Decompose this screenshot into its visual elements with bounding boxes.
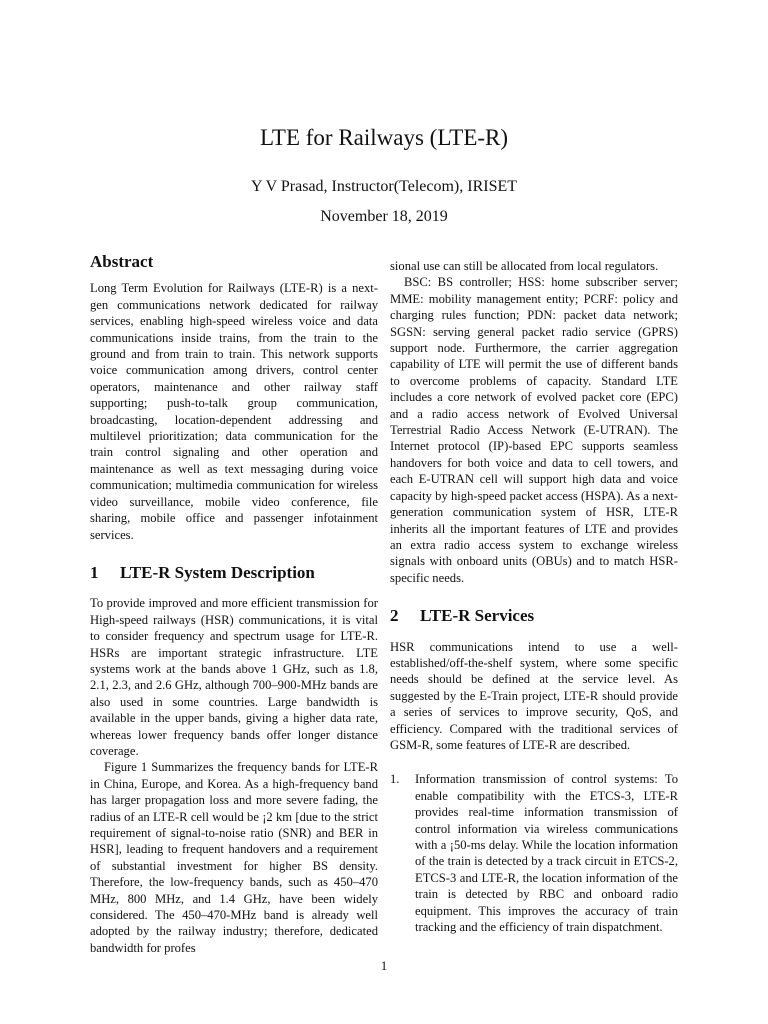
paper-title: LTE for Railways (LTE-R) bbox=[259, 125, 509, 150]
list-item bbox=[390, 771, 678, 935]
section-2-title: LTE-R Services bbox=[420, 606, 535, 626]
date-line: November 18, 2019 bbox=[320, 208, 448, 225]
section-2-paragraph-1: HSR communications intend to use a well-established/off-the-shelf system, where some specific needs should be defined at the service level. As suggested by the E-Train project, LTE-R should provide a series of services to improve security, QoS, and efficiency. Compared with the traditional services of GSM-R, some features of LTE-R are described. bbox=[390, 639, 678, 752]
services-list bbox=[390, 771, 678, 935]
right-column bbox=[390, 258, 678, 935]
section-1-paragraph-3: BSC: BS controller; HSS: home subscriber server; MME: mobility management entity; PCRF: policy and charging rules function; PDN: packet data network; SGSN: serving general packet radio service (GPRS) support node. Furthermore, the carrier aggregation capability of LTE will permit the use of different bands to overcome problems of capacity. Standard LTE includes a core network of evolved packet core (EPC) and a radio access network of Evolved Universal Terrestrial Radio Access Network (E-UTRAN). The Internet protocol (IP)-based EPC supports seamless handovers for both voice and data to cell towers, and each E-UTRAN cell will support high data and voice capacity by high-speed packet access (HSPA). As a next-generation communication system of HSR, LTE-R inherits all the important features of LTE and provides an extra radio access system to exchange wireless signals with onboard units (OBUs) and to match HSR-specific needs. bbox=[390, 275, 678, 585]
page-number: 1 bbox=[380, 958, 388, 973]
abstract-text: Long Term Evolution for Railways (LTE-R) is a next-gen communications network dedicated for railway services, enabling high-speed wireless voice and data communications inside trains, from the train to the ground and from train to train. This network supports voice communication among drivers, control center operators, maintenance and other railway staff supporting; push-to-talk group communication, broadcasting, location-dependent addressing and multilevel prioritization; data communication for the train control signaling and other operation and maintenance as well as text messaging during voice communication; multimedia communication for wireless video surveillance, mobile video conference, file sharing, mobile office and passenger infotainment services. bbox=[90, 281, 378, 542]
section-1-heading bbox=[90, 562, 378, 582]
abstract-heading: Abstract bbox=[90, 252, 154, 271]
section-1-paragraph-1: To provide improved and more efficient transmission for High-speed railways (HSR) communications, it is vital to consider frequency and spectrum usage for LTE-R. HSRs are important strategic infrastructure. LTE systems work at the bands above 1 GHz, such as 1.8, 2.1, 2.3, and 2.6 GHz, although 700–900-MHz bands are also used in some countries. Large bandwidth is available in the upper bands, giving a higher data rate, whereas lower frequency bands offer longer distance coverage. bbox=[90, 596, 378, 758]
author-line: Y V Prasad, Instructor(Telecom), IRISET bbox=[250, 178, 518, 195]
section-2-number: 2 bbox=[390, 606, 399, 626]
section-1-title: LTE-R System Description bbox=[120, 562, 315, 582]
section-1-number: 1 bbox=[90, 562, 99, 582]
list-item-text: Information transmission of control systems: To enable compatibility with the ETCS-3, LTE-R provides real-time information transmission of control information via wireless communications with a ¡50-ms delay. While the location information of the train is detected by a track circuit in ETCS-2, ETCS-3 and LTE-R, the location information of the train is detected by RBC and onboard radio equipment. This improves the accuracy of train tracking and the efficiency of train dispatchment. bbox=[415, 772, 678, 935]
section-1-paragraph-2: Figure 1 Summarizes the frequency bands for LTE-R in China, Europe, and Korea. As a high-frequency band has larger propagation loss and more severe fading, the radius of an LTE-R cell would be ¡2 km [due to the strict requirement of signal-to-noise ratio (SNR) and BER in HSR], leading to frequent handovers and a requirement of substantial investment for higher BS density. Therefore, the low-frequency bands, such as 450–470 MHz, 800 MHz, and 1.4 GHz, have been widely considered. The 450–470-MHz band is already well adopted by the railway industry; therefore, dedicated bandwidth for profes bbox=[90, 760, 378, 955]
list-item-number: 1. bbox=[390, 772, 400, 787]
section-1-paragraph-2-continued: sional use can still be allocated from local regulators. bbox=[390, 259, 659, 273]
section-2-heading bbox=[390, 608, 678, 624]
left-column bbox=[90, 254, 378, 956]
